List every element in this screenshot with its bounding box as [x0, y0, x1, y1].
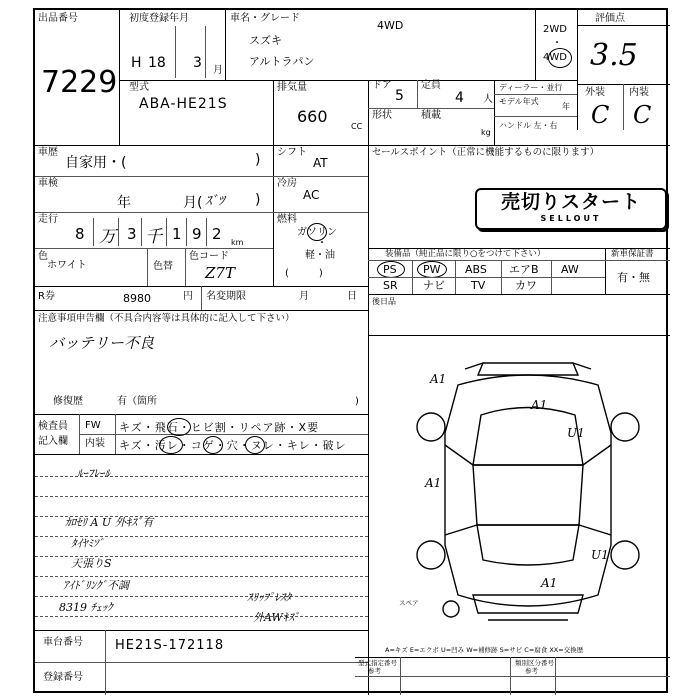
damage-mark-5: U1 — [591, 548, 609, 562]
damage-legend: A=キズ E=エクボ U=凹み W=補修跡 S=サビ C=腐食 XX=交換歴 — [385, 646, 584, 654]
doors-value: 5 — [395, 88, 404, 104]
fuel-gasoline: ガソリン — [297, 227, 337, 238]
warranty-value: 有・無 — [617, 271, 650, 284]
history-value: 自家用・( — [65, 155, 127, 171]
name-grade-label: 車名・グレード — [230, 13, 300, 24]
notes-text: バッテリー不良 — [49, 334, 155, 352]
ac-label: 冷房 — [277, 178, 297, 189]
drive-type: 4WD — [377, 19, 404, 32]
lot-number: 7229 — [41, 65, 118, 100]
history-close: ) — [255, 152, 261, 168]
equip-aw: AW — [561, 263, 579, 276]
sellout-sub-text: SELLOUT — [540, 214, 602, 223]
mileage-digit-5: 1 — [172, 225, 182, 243]
damage-mark-1: A1 — [430, 372, 447, 386]
equip-ps: PS — [383, 263, 397, 276]
shape-label: 形状 — [372, 110, 392, 121]
name-change-label: 名変期限 — [206, 291, 246, 302]
displacement-label: 排気量 — [277, 82, 307, 93]
equip-leather: カワ — [515, 279, 537, 292]
color-label: 色 — [38, 251, 48, 262]
model-code-label: 型式 — [129, 82, 149, 93]
fuel-light-oil: 軽・油 — [305, 250, 335, 261]
handle-label: ハンドル 左・右 — [499, 121, 558, 130]
score-value: 3.5 — [590, 38, 638, 73]
mileage-digit-1: 8 — [75, 225, 85, 243]
repair-close: ) — [355, 396, 359, 407]
equip-abs: ABS — [465, 263, 487, 276]
fw-chip-mark — [167, 418, 191, 436]
fuel-label: 燃料 — [277, 214, 297, 225]
first-reg-label: 初度登録年月 — [129, 13, 189, 24]
inspector-note-4: 天張りS — [71, 557, 112, 570]
inspector-note-3: ﾀｲﾔﾐｿﾞ — [71, 537, 104, 550]
drive-opt-4wd: 4WD — [543, 52, 567, 63]
inspection-close: ) — [255, 192, 261, 208]
load-label: 積載 — [421, 110, 441, 121]
doors-label: ドア — [372, 80, 392, 91]
inspector-note-6: 8319 ﾁｪｯｸ — [59, 601, 113, 614]
name-change-month: 月 — [299, 291, 309, 302]
capacity-unit: 人 — [483, 94, 493, 105]
auction-sheet — [33, 8, 668, 693]
class-number-label-1: 類別区分番号 — [515, 659, 554, 667]
damage-mark-6: A1 — [541, 576, 558, 590]
fuel-sep: ・ — [317, 238, 327, 249]
drive-opt-2wd: 2WD — [543, 24, 567, 35]
inspector-note-8: 外AWｷｽﾞ — [253, 611, 300, 624]
mileage-label: 走行 — [38, 214, 58, 225]
recycle-label: R券 — [38, 291, 55, 302]
shift-value: AT — [313, 156, 328, 170]
car-damage-diagram — [403, 355, 653, 627]
chassis-value: HE21S-172118 — [115, 638, 225, 653]
damage-mark-2: A1 — [531, 398, 548, 412]
first-reg-year: 18 — [148, 55, 166, 71]
seat-label: 後日品 — [372, 297, 396, 306]
equip-airbag: エアB — [509, 263, 539, 276]
interior-checklist: キズ・汚レ・コゲ・穴・ヌレ・キレ・破レ — [119, 439, 347, 452]
first-reg-era: H — [131, 55, 142, 71]
type-number-label-1: 型式指定番号 — [358, 659, 397, 667]
inspector-note-7: ｽﾘｯﾌﾟﾚｽﾀ — [247, 591, 291, 604]
inspector-label-1: 検査員 — [38, 421, 68, 432]
inspector-note-5: ｱｲﾄﾞﾘﾝｸﾞ不調 — [63, 579, 129, 592]
model-year-label: モデル年式 — [499, 97, 539, 106]
color-value: ホワイト — [47, 260, 87, 271]
damage-mark-4: U1 — [567, 426, 585, 440]
shift-label: シフト — [277, 147, 307, 158]
fuel-other: ( ) — [285, 268, 323, 279]
model-name: アルトラパン — [249, 55, 315, 68]
model-code-value: ABA-HE21S — [139, 96, 228, 112]
repaint-label: 色替 — [153, 261, 173, 272]
recycle-value: 8980 — [123, 292, 151, 305]
model-year-unit: 年 — [562, 102, 570, 111]
mileage-digit-2: 万 — [99, 227, 116, 247]
mileage-digit-7: 2 — [212, 225, 222, 243]
lot-label: 出品番号 — [38, 13, 78, 24]
equip-tv: TV — [471, 279, 486, 292]
interior-label: 内装 — [85, 438, 105, 449]
load-unit: kg — [481, 128, 491, 137]
capacity-value: 4 — [455, 90, 464, 106]
int-grade-label: 内装 — [629, 87, 649, 98]
mileage-unit: km — [231, 238, 244, 247]
damage-mark-3: A1 — [425, 476, 442, 490]
equip-pw-circle — [417, 261, 447, 278]
inspector-label-2: 記入欄 — [38, 436, 68, 447]
first-reg-month-unit: 月 — [213, 65, 223, 76]
equipment-label: 装備品（純正品に限り○をつけて下さい） — [385, 249, 546, 259]
chassis-label: 車台番号 — [43, 637, 83, 648]
inspection-note: ｽﾞﾂ — [205, 194, 225, 209]
type-number-label-2: 参考 — [368, 667, 381, 675]
fw-label: FW — [85, 420, 101, 431]
equip-ps-circle — [377, 261, 405, 278]
registration-label: 登録番号 — [43, 672, 83, 683]
displacement-value: 660 — [297, 107, 328, 126]
ac-value: AC — [303, 188, 320, 202]
inspector-note-1: ﾙｰﾌﾚｰﾙ — [77, 467, 110, 480]
interior-wet-mark — [245, 436, 265, 454]
inspection-year: 年 — [117, 195, 131, 211]
mileage-digit-3: 3 — [127, 225, 137, 243]
displacement-unit: CC — [351, 122, 363, 131]
inspector-note-2: ｶﾛｾﾘ A U 外ｷｽﾞ有 — [65, 516, 154, 529]
warranty-label: 新車保証書 — [611, 249, 654, 259]
first-reg-month: 3 — [193, 55, 202, 71]
equip-sr: SR — [383, 279, 398, 292]
history-label: 車歴 — [38, 147, 58, 158]
mileage-digit-6: 9 — [192, 225, 202, 243]
repair-label: 修復歴 — [53, 396, 83, 407]
color-code-value: Z7T — [205, 264, 235, 282]
score-label: 評価点 — [595, 13, 625, 24]
notes-label: 注意事項申告欄（不具合内容等は具体的に記入して下さい） — [38, 313, 295, 324]
drive-opt-sep: ・ — [552, 38, 562, 49]
maker-name: スズキ — [249, 34, 282, 47]
interior-burn-mark — [203, 436, 223, 454]
capacity-label: 定員 — [421, 80, 441, 91]
sellout-stamp — [475, 188, 667, 230]
mileage-digit-4: 千 — [145, 227, 162, 247]
drive-circle-mark — [548, 48, 572, 68]
fw-checklist: キズ・飛石・ヒビ割・リペア跡・X要 — [119, 421, 320, 434]
sales-point-label: セールスポイント（正常に機能するものに限ります） — [372, 147, 600, 158]
color-code-label: 色コード — [189, 251, 229, 262]
class-number-label-2: 参考 — [525, 667, 538, 675]
dealer-label: ディーラー・並行 — [499, 83, 563, 92]
repair-value: 有（箇所 — [117, 396, 157, 407]
spare-label: スペア — [399, 599, 419, 607]
name-change-day: 日 — [347, 291, 357, 302]
equip-pw: PW — [423, 263, 441, 276]
ext-grade-value: C — [591, 101, 610, 129]
int-grade-value: C — [633, 101, 652, 129]
equip-navi: ナビ — [423, 279, 445, 292]
inspection-label: 車検 — [38, 178, 58, 189]
sellout-main-text: 売切りスタート — [500, 191, 641, 213]
ext-grade-label: 外装 — [585, 87, 605, 98]
interior-dirt-mark — [159, 436, 183, 454]
inspection-month: 月( — [183, 195, 203, 211]
recycle-unit: 円 — [183, 291, 193, 302]
